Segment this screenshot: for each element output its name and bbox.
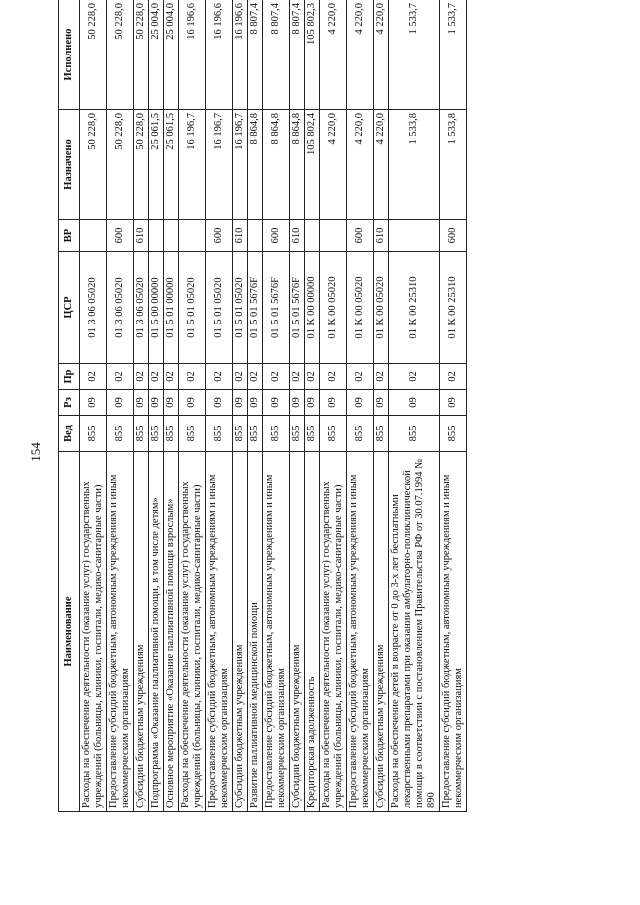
table-cell: 855 (290, 416, 305, 452)
table-cell (80, 220, 107, 252)
table-cell: 16 196,6 (206, 0, 233, 110)
table-cell: 01 5 01 05020 (233, 252, 248, 364)
table-cell: Предоставление субсидий бюджетным, автономным учреждениям и иным некоммерческим организациям (347, 452, 374, 812)
table-cell: 600 (206, 220, 233, 252)
table-cell: 02 (320, 364, 347, 390)
table-cell: 09 (374, 390, 389, 416)
table-cell: 1 533,7 (440, 0, 467, 110)
table-cell: 01 5 01 5676F (263, 252, 290, 364)
table-cell (149, 220, 164, 252)
table-cell: 855 (179, 416, 206, 452)
table-cell: 02 (107, 364, 134, 390)
table-cell: 50 228,0 (107, 0, 134, 110)
table-cell: Предоставление субсидий бюджетным, автономным учреждениям и иным некоммерческим организациям (206, 452, 233, 812)
table-cell: 600 (440, 220, 467, 252)
table-row (206, 0, 233, 812)
table-cell: 610 (374, 220, 389, 252)
table-cell: 01 К 00 05020 (320, 252, 347, 364)
table-cell: 8 864,8 (263, 110, 290, 220)
table-cell: 01 К 00 05020 (374, 252, 389, 364)
table-cell: 09 (107, 390, 134, 416)
table-row (149, 0, 164, 812)
table-cell: 09 (134, 390, 149, 416)
table-cell: 16 196,6 (233, 0, 248, 110)
table-row (389, 0, 440, 812)
table-cell: 16 196,6 (179, 0, 206, 110)
table-cell: Кредиторская задолженность (305, 452, 320, 812)
table-cell: 855 (248, 416, 263, 452)
table-cell: 855 (164, 416, 179, 452)
table-cell: 01 3 06 05020 (80, 252, 107, 364)
table-cell: 01 3 06 05020 (134, 252, 149, 364)
table-cell: 01 5 01 00000 (164, 252, 179, 364)
table-header-row (59, 0, 80, 812)
table-cell: 25 061,5 (164, 110, 179, 220)
table-cell: 50 228,0 (134, 0, 149, 110)
table-cell: 50 228,0 (134, 110, 149, 220)
table-cell: 855 (389, 416, 440, 452)
table-cell: 1 533,7 (389, 0, 440, 110)
table-cell: 855 (347, 416, 374, 452)
table-row (80, 0, 107, 812)
table-cell: 02 (164, 364, 179, 390)
table-body (80, 0, 467, 812)
table-cell: 09 (290, 390, 305, 416)
table-cell: Развитие паллиативной медицинской помощи (248, 452, 263, 812)
table-cell: 01 3 06 05020 (107, 252, 134, 364)
table-cell: 01 5 00 00000 (149, 252, 164, 364)
table-cell: 50 228,0 (107, 110, 134, 220)
table-cell: Предоставление субсидий бюджетным, автономным учреждениям и иным некоммерческим организациям (263, 452, 290, 812)
table-cell: 855 (134, 416, 149, 452)
table-cell: 855 (107, 416, 134, 452)
table-cell: 4 220,0 (374, 0, 389, 110)
table-cell: 09 (248, 390, 263, 416)
table-cell: 09 (440, 390, 467, 416)
table-cell: 09 (206, 390, 233, 416)
table-cell: 105 802,3 (305, 0, 320, 110)
table-cell: 02 (440, 364, 467, 390)
table-cell: 02 (179, 364, 206, 390)
table-cell: 855 (233, 416, 248, 452)
table-cell: Основное мероприятие «Оказание паллиативной помощи взрослым» (164, 452, 179, 812)
column-header: ЦСР (59, 252, 80, 364)
table-cell: 4 220,0 (374, 110, 389, 220)
table-cell: 09 (233, 390, 248, 416)
table-cell: 09 (347, 390, 374, 416)
table-cell: 855 (206, 416, 233, 452)
table-cell: 600 (263, 220, 290, 252)
table-cell: 16 196,7 (206, 110, 233, 220)
rotated-table-wrapper (58, 0, 467, 812)
table-cell: 4 220,0 (347, 110, 374, 220)
table-cell: Субсидии бюджетным учреждениям (134, 452, 149, 812)
table-cell: 01 К 00 05020 (347, 252, 374, 364)
table-cell: 4 220,0 (347, 0, 374, 110)
table-cell: 4 220,0 (320, 110, 347, 220)
table-cell: 1 533,8 (389, 110, 440, 220)
table-cell: 50 228,0 (80, 0, 107, 110)
table-cell: 09 (80, 390, 107, 416)
table-cell: Предоставление субсидий бюджетным, автономным учреждениям и иным некоммерческим организациям (107, 452, 134, 812)
table-row (320, 0, 347, 812)
column-header: ВР (59, 220, 80, 252)
table-row (233, 0, 248, 812)
table-cell: 855 (80, 416, 107, 452)
table-cell (164, 220, 179, 252)
table-row (347, 0, 374, 812)
table-cell: 8 864,8 (248, 110, 263, 220)
table-row (263, 0, 290, 812)
column-header: Наименование (59, 452, 80, 812)
table-cell: 610 (233, 220, 248, 252)
table-cell: 09 (164, 390, 179, 416)
table-row (248, 0, 263, 812)
table-cell: 610 (134, 220, 149, 252)
table-cell: 02 (233, 364, 248, 390)
table-cell: 02 (374, 364, 389, 390)
table-cell: 16 196,7 (233, 110, 248, 220)
table-row (440, 0, 467, 812)
table-cell: 02 (305, 364, 320, 390)
table-cell: 25 004,0 (149, 0, 164, 110)
table-cell: 855 (263, 416, 290, 452)
column-header: Пр (59, 364, 80, 390)
table-cell: 610 (290, 220, 305, 252)
table-cell: 600 (347, 220, 374, 252)
column-header: Исполнено (59, 0, 80, 110)
table-cell: 25 061,5 (149, 110, 164, 220)
table-cell: 600 (107, 220, 134, 252)
table-cell: 02 (80, 364, 107, 390)
table-cell: 16 196,7 (179, 110, 206, 220)
table-cell: 01 5 01 5676F (248, 252, 263, 364)
table-cell: Субсидии бюджетным учреждениям (374, 452, 389, 812)
table-cell: Предоставление субсидий бюджетным, автономным учреждениям и иным некоммерческим организациям (440, 452, 467, 812)
table-cell: 01 5 01 5676F (290, 252, 305, 364)
table-row (290, 0, 305, 812)
column-header: Вед (59, 416, 80, 452)
table-cell: 09 (389, 390, 440, 416)
table-row (134, 0, 149, 812)
table-row (374, 0, 389, 812)
table-row (107, 0, 134, 812)
table-cell: 09 (149, 390, 164, 416)
table-cell: 01 К 00 25310 (440, 252, 467, 364)
table-cell: 8 807,4 (290, 0, 305, 110)
table-cell: 855 (149, 416, 164, 452)
table-cell (248, 220, 263, 252)
table-cell: 09 (305, 390, 320, 416)
table-cell: Расходы на обеспечение деятельности (оказание услуг) государственных учреждений (больницы, клиники, госпитали, медико-санитарные части) (179, 452, 206, 812)
budget-table (58, 0, 467, 812)
table-cell: 09 (320, 390, 347, 416)
table-cell: Подпрограмма «Оказание паллиативной помощи, в том числе детям» (149, 452, 164, 812)
column-header: Назначено (59, 110, 80, 220)
table-cell: 01 К 00 25310 (389, 252, 440, 364)
table-cell: 1 533,8 (440, 110, 467, 220)
table-row (164, 0, 179, 812)
table-cell: 8 807,4 (263, 0, 290, 110)
table-cell: 855 (374, 416, 389, 452)
table-cell: Субсидии бюджетным учреждениям (233, 452, 248, 812)
table-cell: 25 004,0 (164, 0, 179, 110)
table-cell: 02 (290, 364, 305, 390)
table-cell: Расходы на обеспечение деятельности (оказание услуг) государственных учреждений (больницы, клиники, госпитали, медико-санитарные части) (320, 452, 347, 812)
table-cell: Расходы на обеспечение детей в возрасте от 0 до 3-х лет бесплатными лекарственными препаратами при оказании амбулаторно-поликлинической помощи в соответствии с постановлением Правительства РФ от 30.07.1994 № 890 (389, 452, 440, 812)
table-cell: 02 (149, 364, 164, 390)
table-cell: 09 (263, 390, 290, 416)
table-cell: 02 (389, 364, 440, 390)
table-cell: 855 (305, 416, 320, 452)
table-row (179, 0, 206, 812)
table-cell (320, 220, 347, 252)
table-row (305, 0, 320, 812)
table-cell: 01 К 00 00000 (305, 252, 320, 364)
page-number: 154 (28, 442, 43, 462)
table-cell: 855 (320, 416, 347, 452)
table-cell: 01 5 01 05020 (206, 252, 233, 364)
table-cell: 50 228,0 (80, 110, 107, 220)
table-cell: 02 (347, 364, 374, 390)
table-cell: 105 802,4 (305, 110, 320, 220)
table-cell (179, 220, 206, 252)
table-cell: 855 (440, 416, 467, 452)
table-cell: Субсидии бюджетным учреждениям (290, 452, 305, 812)
table-cell: 02 (248, 364, 263, 390)
table-cell: 4 220,0 (320, 0, 347, 110)
table-cell: 8 807,4 (248, 0, 263, 110)
table-cell: 02 (206, 364, 233, 390)
table-cell: 01 5 01 05020 (179, 252, 206, 364)
table-cell: 09 (179, 390, 206, 416)
table-cell: 02 (263, 364, 290, 390)
table-cell (305, 220, 320, 252)
table-cell: 02 (134, 364, 149, 390)
table-cell (389, 220, 440, 252)
column-header: Рз (59, 390, 80, 416)
table-cell: Расходы на обеспечение деятельности (оказание услуг) государственных учреждений (больницы, клиники, госпитали, медико-санитарные части) (80, 452, 107, 812)
table-cell: 8 864,8 (290, 110, 305, 220)
